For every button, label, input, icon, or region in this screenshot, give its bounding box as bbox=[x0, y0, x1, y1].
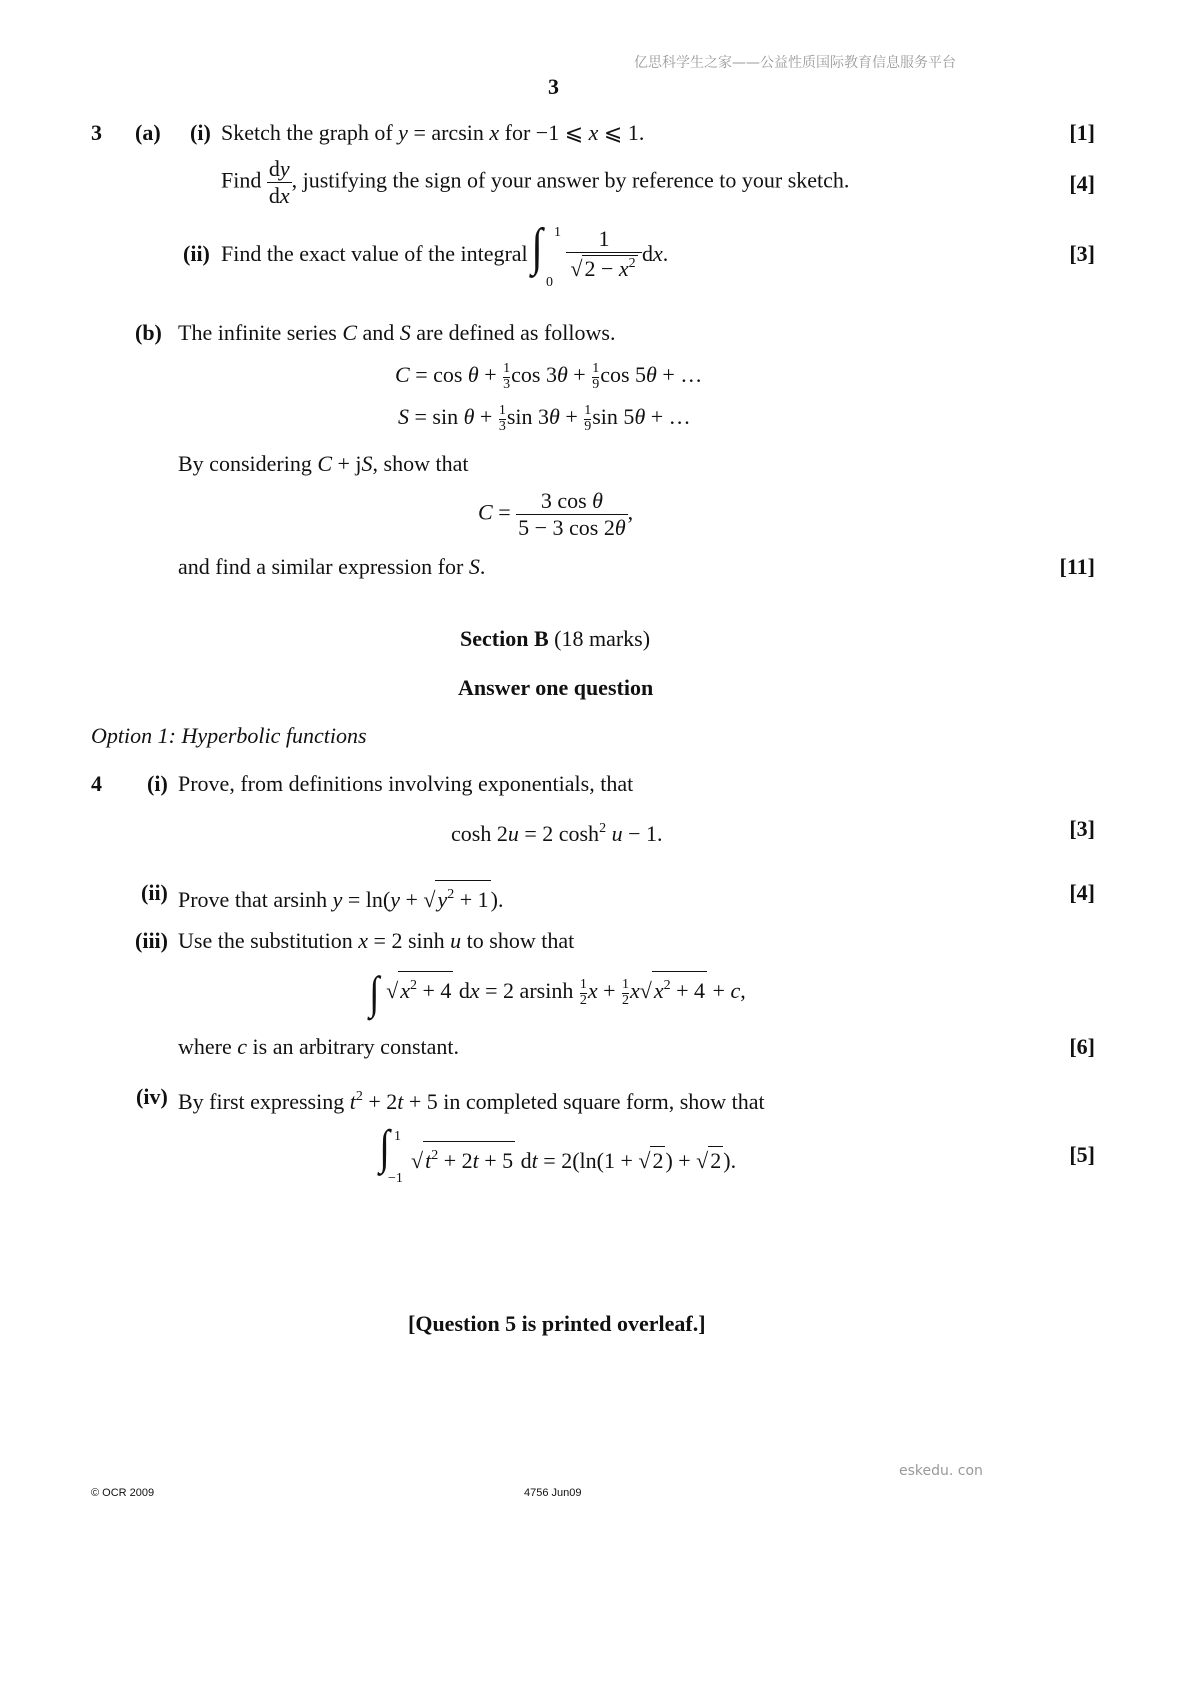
answer-one-question: Answer one question bbox=[458, 675, 654, 700]
substitution-integral-equation: ∫ $√x^2 + 4$ dx = 2 arsinh $\frac{1}{2}$ x + $\frac{1}{2}$ $x√x^2 + 4 + c$, bbox=[369, 967, 746, 1018]
watermark-bottom: eskedu. con bbox=[899, 1463, 983, 1479]
q4-ii-mark: [4] bbox=[1069, 880, 1095, 905]
watermark-top: 亿思科学生之家——公益性质国际教育信息服务平台 bbox=[634, 55, 956, 71]
q4-iv-mark: [5] bbox=[1069, 1142, 1095, 1167]
c-result-equation: C = $\frac{\text{3 cos θ}}{5 - 3 \cos 2\theta}$ , bbox=[478, 488, 634, 540]
q4-i-label: (i) bbox=[147, 771, 168, 796]
q4-iii-label: (iii) bbox=[135, 928, 168, 953]
q4-iii-text: Use the substitution x = 2 sinh u to show that bbox=[178, 928, 575, 953]
q4-iii-mark: [6] bbox=[1069, 1034, 1095, 1059]
q4-iii-where: where c is an arbitrary constant. bbox=[178, 1034, 460, 1059]
part-i-label: (i) bbox=[190, 120, 211, 145]
part-b-label: (b) bbox=[135, 320, 162, 345]
q3-ai-mark: [1] bbox=[1069, 120, 1095, 145]
option-1-heading: Option 1: Hyperbolic functions bbox=[91, 723, 367, 748]
question-3-number: 3 bbox=[91, 120, 102, 145]
footer-copyright: © OCR 2009 bbox=[91, 1487, 155, 1499]
q3-ai-text: Sketch the graph of y = arcsin x for −1 ⩽ x ⩽ 1. bbox=[221, 120, 645, 145]
series-c-equation: C = cos θ + $\frac{1}{3}$ cos 3θ + $\frac{1}{9}$ cos 5θ + … bbox=[395, 361, 703, 392]
q3-b-final: and find a similar expression for S. bbox=[178, 554, 486, 579]
q3-find-mark: [4] bbox=[1069, 171, 1095, 196]
q4-i-mark: [3] bbox=[1069, 816, 1095, 841]
cosh-identity-equation: cosh 2u = 2 $\cosh^2 u - 1$. bbox=[451, 821, 663, 846]
q3-b-text: The infinite series C and S are defined as follows. bbox=[178, 320, 616, 345]
q4-ii-text: Prove that arsinh $y = \ln(y + √y^2 + 1)$. bbox=[178, 880, 503, 913]
definite-integral-equation: ∫ 1 −1 $√t^2 + 2t + 5$ dt = 2(ln(1 + √2) + √2). bbox=[379, 1121, 737, 1186]
q3-ii-text: Find the exact value of the integral bbox=[221, 241, 528, 266]
q3-b-by-considering: By considering C + jS, show that bbox=[178, 451, 469, 476]
part-ii-label: (ii) bbox=[183, 241, 210, 266]
page-number: 3 bbox=[548, 74, 559, 99]
q3-ii-mark: [3] bbox=[1069, 241, 1095, 266]
q4-ii-label: (ii) bbox=[141, 880, 168, 905]
q3-find-derivative: Find $\frac{dy}{dx}$ , justifying the sign of your answer by reference to your sketch. bbox=[221, 156, 850, 208]
section-b-heading: Section B (18 marks) bbox=[460, 626, 651, 651]
question-4-number: 4 bbox=[91, 771, 102, 796]
footer-paper-code: 4756 Jun09 bbox=[524, 1487, 582, 1499]
q4-iv-label: (iv) bbox=[136, 1084, 168, 1109]
part-a-label: (a) bbox=[135, 120, 161, 145]
q4-iv-text: By first expressing $t^2 + 2t + 5$ in completed square form, show that bbox=[178, 1089, 765, 1114]
series-s-equation: S = sin θ + $\frac{1}{3}$ sin 3θ + $\frac{1}{9}$ sin 5θ + … bbox=[398, 403, 691, 434]
overleaf-note: [Question 5 is printed overleaf.] bbox=[408, 1311, 706, 1336]
q3-b-mark: [11] bbox=[1059, 554, 1095, 579]
q4-i-text: Prove, from definitions involving exponentials, that bbox=[178, 771, 634, 796]
